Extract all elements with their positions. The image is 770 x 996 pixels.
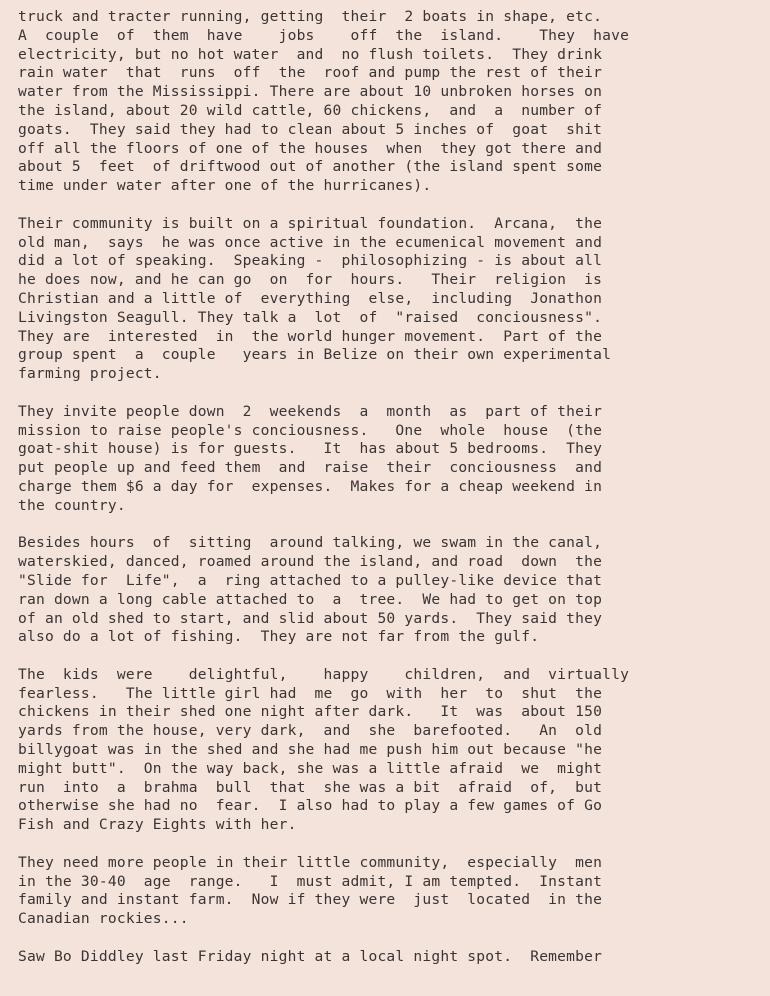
- text-line: also do a lot of fishing. They are not far from the gulf.: [18, 628, 540, 646]
- text-line: family and instant farm. Now if they were just located in the: [18, 891, 603, 909]
- paragraph: [18, 403, 756, 516]
- text-line: "Slide for Life", a ring attached to a pulley-like device that: [18, 571, 603, 589]
- text-line: water from the Mississippi. There are about 10 unbroken horses on: [18, 83, 603, 101]
- text-line: run into a brahma bull that she was a bit afraid of, but: [18, 778, 603, 796]
- text-line: might butt". On the way back, she was a little afraid we might: [18, 759, 603, 777]
- text-line: in the 30-40 age range. I must admit, I am tempted. Instant: [18, 872, 603, 890]
- text-line: Their community is built on a spiritual foundation. Arcana, the: [18, 214, 603, 232]
- text-line: electricity, but no hot water and no flush toilets. They drink: [18, 45, 603, 63]
- text-line: group spent a couple years in Belize on their own experimental: [18, 346, 612, 364]
- text-line: about 5 feet of driftwood out of another (the island spent some: [18, 158, 603, 176]
- text-line: truck and tracter running, getting their 2 boats in shape, etc.: [18, 8, 603, 25]
- text-line: ran down a long cable attached to a tree. We had to get on top: [18, 590, 603, 608]
- text-line: billygoat was in the shed and she had me push him out because "he: [18, 741, 603, 759]
- text-line: Besides hours of sitting around talking, we swam in the canal,: [18, 534, 603, 552]
- text-line: Saw Bo Diddley last Friday night at a local night spot. Remember: [18, 947, 603, 965]
- paragraph: [18, 215, 756, 384]
- text-line: farming project.: [18, 365, 162, 383]
- text-line: They are interested in the world hunger movement. Part of the: [18, 327, 603, 345]
- text-line: he does now, and he can go on for hours. Their religion is: [18, 271, 603, 289]
- text-line: fearless. The little girl had me go with her to shut the: [18, 684, 603, 702]
- text-line: Christian and a little of everything else, including Jonathon: [18, 289, 603, 307]
- text-line: goat-shit house) is for guests. It has about 5 bedrooms. They: [18, 440, 603, 458]
- text-line: goats. They said they had to clean about 5 inches of goat shit: [18, 120, 603, 138]
- paragraph: [18, 534, 756, 647]
- text-line: did a lot of speaking. Speaking - philosophizing - is about all: [18, 252, 603, 270]
- text-line: Fish and Crazy Eights with her.: [18, 816, 297, 834]
- text-line: time under water after one of the hurricanes).: [18, 177, 432, 195]
- document-body: [18, 8, 756, 985]
- text-line: charge them $6 a day for expenses. Makes for a cheap weekend in: [18, 477, 603, 495]
- text-line: the island, about 20 wild cattle, 60 chickens, and a number of: [18, 101, 603, 119]
- text-line: off all the floors of one of the houses when they got there and: [18, 139, 603, 157]
- text-line: the country.: [18, 496, 126, 514]
- text-line: put people up and feed them and raise their conciousness and: [18, 459, 603, 477]
- text-line: A couple of them have jobs off the island. They have: [18, 26, 630, 44]
- text-line: yards from the house, very dark, and she barefooted. An old: [18, 722, 603, 740]
- text-line: They invite people down 2 weekends a month as part of their: [18, 402, 603, 420]
- text-line: rain water that runs off the roof and pump the rest of their: [18, 64, 603, 82]
- text-line: Canadian rockies...: [18, 910, 189, 928]
- text-line: otherwise she had no fear. I also had to play a few games of Go: [18, 797, 603, 815]
- text-line: chickens in their shed one night after dark. It was about 150: [18, 703, 603, 721]
- text-line: old man, says he was once active in the ecumenical movement and: [18, 233, 603, 251]
- text-line: They need more people in their little community, especially men: [18, 853, 603, 871]
- text-line: of an old shed to start, and slid about 50 yards. They said they: [18, 609, 603, 627]
- text-line: Livingston Seagull. They talk a lot of "raised conciousness".: [18, 308, 603, 326]
- text-line: waterskied, danced, roamed around the island, and road down the: [18, 553, 603, 571]
- paragraph: [18, 948, 756, 967]
- text-line: mission to raise people's conciousness. One whole house (the: [18, 421, 603, 439]
- paragraph: [18, 8, 756, 196]
- paragraph: [18, 666, 756, 835]
- text-line: The kids were delightful, happy children, and virtually: [18, 665, 630, 683]
- paragraph: [18, 854, 756, 929]
